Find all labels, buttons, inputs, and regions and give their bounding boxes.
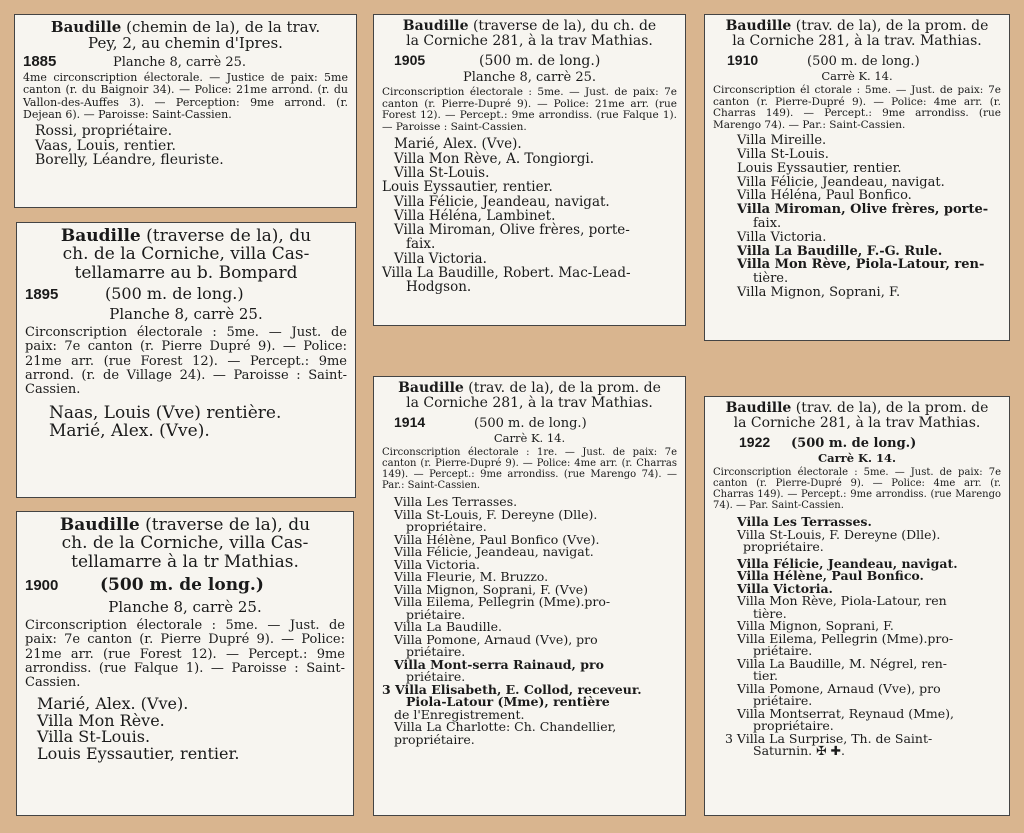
street-name: Baudille: [50, 18, 122, 36]
heading: [382, 381, 677, 396]
entry: Villa Eilema, Pellegrin (Mme).pro-: [737, 630, 954, 646]
year-label: 1922: [739, 434, 771, 451]
entry: Louis Eyssautier, rentier.: [37, 744, 240, 764]
circonscription: Circonscription électorale : 1re. — Just. de paix: 7e canton (r. Pierre-Dupré 9). — Police: 4me arr. (r. Charras 149). — Percept.: 9me arrondiss. (rue Marengo 74). — Par.: Saint-Cassien.: [382, 447, 677, 492]
entry: Villa Hélène, Paul Bonfico.: [737, 568, 924, 584]
entry: Villa La Baudille, F.-G. Rule.: [737, 243, 943, 259]
heading-text: (trav. de la), de la prom. de: [463, 380, 661, 396]
street-name: Baudille: [398, 380, 464, 396]
carre: Carrè K. 14.: [817, 451, 897, 466]
year-label: 1900: [25, 577, 59, 595]
entry: Villa Félicie, Jeandeau, navigat.: [394, 193, 610, 210]
entry: Villa Pomone, Arnaud (Vve), pro: [394, 631, 598, 647]
entry: de l'Enregistrement.: [394, 706, 525, 722]
entry: Borelly, Léandre, fleuriste.: [35, 152, 224, 169]
entry: Villa Mignon, Soprani, F.: [737, 618, 894, 634]
entry: Villa Mignon, Soprani, F. (Vve): [394, 581, 589, 597]
entry: priétaire.: [753, 693, 813, 709]
entry: Villa Félicie, Jeandeau, navigat.: [737, 174, 945, 190]
entry: Marié, Alex. (Vve).: [394, 136, 522, 153]
clipping-1900: [16, 511, 354, 816]
entry: Villa Mon Rève, A. Tongiorgi.: [394, 150, 594, 167]
length: (500 m. de long.): [105, 284, 244, 304]
entry: Villa Mon Rève.: [37, 710, 165, 730]
heading-line-2: Pey, 2, au chemin d'Ipres.: [88, 34, 283, 53]
circonscription: 4me circonscription électorale. — Justice de paix: 5me canton (r. du Baignoir 34). — Police: 21me arrond. (r. du Vallon-des-Auffes 3). — Perception: 9me arrond. (r. Dejean 6). — Paroisse: Saint-Cassien.: [23, 71, 348, 121]
clipping-1910: [704, 14, 1010, 341]
entry: Villa Victoria.: [737, 580, 833, 596]
heading-line-3: tellamarre au b. Bompard: [74, 262, 298, 283]
entry: priétaire.: [753, 643, 813, 659]
entry: propriétaire.: [753, 718, 834, 734]
entry: Villa Eilema, Pellegrin (Mme).pro-: [394, 594, 611, 610]
entry: Villa Victoria.: [394, 556, 480, 572]
entry: Villa Miroman, Olive frères, porte-: [737, 202, 989, 218]
heading-line-2: la Corniche 281, à la trav. Mathias.: [732, 33, 982, 50]
heading-text: (trav. de la), de la prom. de: [791, 18, 989, 34]
length: (500 m. de long.): [791, 436, 917, 452]
entry: propriétaire.: [743, 539, 824, 555]
heading-line-2: la Corniche 281, à la trav Mathias.: [406, 395, 653, 412]
entry: Villa Mont-serra Rainaud, pro: [394, 656, 604, 672]
carre: Carrè K. 14.: [821, 69, 893, 84]
heading-text: (trav. de la), de la prom. de: [791, 400, 989, 416]
entry: Villa Félicie, Jeandeau, navigat.: [737, 555, 958, 571]
year-label: 1905: [394, 52, 426, 69]
circonscription: Circonscription électorale : 5me. — Just. de paix: 7e canton (r. Pierre-Dupré 9). — Police: 4me arr. (r. Charras 149). — Percept.: 9me arrondiss. (rue Marengo 74). — Par. Saint-Cassien.: [713, 467, 1001, 512]
heading: [25, 516, 345, 534]
year-label: 1885: [23, 53, 57, 71]
year-label: 1910: [727, 52, 759, 69]
planche: Planche 8, carrè 25.: [113, 55, 247, 71]
clipping-1905: [373, 14, 686, 326]
entry: Piola-Latour (Mme), rentière: [406, 694, 610, 710]
entry: priétaire.: [406, 669, 466, 685]
street-name: Baudille: [725, 400, 792, 416]
entry: Villa St-Louis.: [37, 727, 151, 747]
heading-text: (traverse de la), du: [140, 226, 312, 246]
entry: 3 Villa Elisabeth, E. Collod, receveur.: [382, 681, 642, 697]
entry: Marié, Alex. (Vve).: [49, 420, 210, 441]
street-name: Baudille: [725, 18, 792, 34]
planche: Planche 8, carrè 25.: [108, 598, 262, 617]
entry: Villa La Baudille, M. Négrel, ren-: [737, 655, 948, 671]
heading-line-2: la Corniche 281, à la trav Mathias.: [733, 415, 981, 432]
entry: priétaire.: [406, 644, 466, 660]
entry: Hodgson.: [406, 279, 472, 296]
heading-line-2: la Corniche 281, à la trav Mathias.: [406, 33, 653, 50]
clipping-1895: [16, 222, 356, 498]
year-label: 1914: [394, 414, 426, 431]
entry: Villa St-Louis.: [394, 165, 490, 181]
street-name: Baudille: [60, 226, 141, 246]
entry: Villa Mireille.: [737, 133, 827, 149]
entry: Villa Héléna, Paul Bonfico.: [737, 188, 912, 204]
entry: Rossi, propriétaire.: [35, 122, 173, 139]
carre: Carrè K. 14.: [493, 431, 566, 446]
entry: Villa St-Louis.: [737, 147, 829, 163]
length: (500 m. de long.): [479, 53, 601, 70]
entry: Villa St-Louis, F. Dereyne (Dlle).: [737, 526, 941, 542]
entry: Villa Félicie, Jeandeau, navigat.: [394, 544, 594, 560]
entry: Villa Mignon, Soprani, F.: [737, 284, 901, 300]
clipping-1914: [373, 376, 686, 816]
heading-text: (traverse de la), du ch. de: [468, 18, 657, 34]
year-label: 1895: [25, 286, 59, 304]
length: (500 m. de long.): [474, 416, 587, 432]
entry: tière.: [753, 271, 789, 287]
entry: Villa St-Louis, F. Dereyne (Dlle).: [394, 506, 598, 522]
entry: Villa Victoria.: [737, 229, 827, 245]
heading: [23, 19, 348, 35]
entry: Villa Mon Rève, Piola-Latour, ren-: [737, 257, 985, 273]
entry: Villa Victoria.: [394, 250, 487, 267]
entry: Villa Mon Rève, Piola-Latour, ren: [737, 593, 947, 609]
entry: Villa La Baudille.: [394, 619, 503, 635]
clipping-1922: [704, 396, 1010, 816]
entry: propriétaire.: [394, 731, 475, 747]
street-name: Baudille: [59, 515, 140, 535]
circonscription: Circonscription él ctorale : 5me. — Just. de paix: 7e canton (r. Pierre-Dupré 9). — Police: 4me arr. (r. Charras 149). — Percept.: 9me arrondiss. (rue Marengo 74). — Par.: Saint-Cassien.: [713, 84, 1001, 131]
entry: 3 Villa La Surprise, Th. de Saint-: [725, 730, 933, 746]
heading: [713, 401, 1001, 416]
clipping-1885: [14, 14, 357, 208]
entry: Naas, Louis (Vve) rentière.: [49, 402, 282, 423]
street-name: Baudille: [402, 18, 469, 34]
heading: [382, 19, 677, 34]
entry: Marié, Alex. (Vve).: [37, 693, 189, 713]
entry: propriétaire.: [406, 519, 487, 535]
entry: Villa Pomone, Arnaud (Vve), pro: [737, 680, 941, 696]
entry: Villa Héléna, Lambinet.: [394, 207, 556, 224]
entry: Villa Montserrat, Reynaud (Mme),: [737, 705, 954, 721]
entry: Villa Miroman, Olive frères, porte-: [394, 222, 630, 239]
length: (500 m. de long.): [807, 54, 920, 70]
heading-text: (traverse de la), du: [139, 515, 311, 535]
heading: [713, 19, 1001, 34]
heading: [25, 227, 347, 245]
entry: Saturnin. ✠ ✚.: [753, 743, 846, 759]
entry: Villa La Baudille, Robert. Mac-Lead-: [382, 265, 631, 282]
entry: Vaas, Louis, rentier.: [35, 137, 176, 154]
circonscription: Circonscription électorale : 5me. — Just. de paix: 7e canton (r. Pierre Dupré 9). — Police: 21me arr. (rue Forest 12). — Percept.: 9me arrondiss. (rue Falque 1). — Paroisse : Saint-Cassien.: [25, 618, 345, 691]
entry: Villa Les Terrasses.: [737, 514, 872, 530]
entry: faix.: [753, 216, 782, 231]
heading-line-2: ch. de la Corniche, villa Cas-: [61, 533, 309, 554]
planche: Planche 8, carrè 25.: [109, 305, 263, 324]
entry: Villa Fleurie, M. Bruzzo.: [394, 569, 549, 585]
entry: faix.: [406, 236, 436, 253]
planche: Planche 8, carrè 25.: [462, 70, 596, 86]
heading-line-3: tellamarre à la tr Mathias.: [71, 551, 299, 572]
heading-line-2: ch. de la Corniche, villa Cas-: [62, 244, 310, 265]
length: (500 m. de long.): [100, 575, 264, 596]
entry: Louis Eyssautier, rentier.: [382, 179, 553, 196]
entry: Villa Hélène, Paul Bonfico (Vve).: [394, 531, 600, 547]
entry: Villa La Charlotte: Ch. Chandellier,: [394, 719, 617, 735]
heading-text: (chemin de la), de la trav.: [121, 18, 321, 36]
circonscription: Circonscription électorale : 5me. — Just. de paix: 7e canton (r. Pierre-Dupré 9). — Police: 21me arr. (rue Forest 12). — Percept.: 9me arrondiss. (rue Falque 1). — Paroisse : Saint-Cassien.: [382, 86, 677, 133]
entry: priétaire.: [406, 606, 466, 622]
entry: Villa Les Terrasses.: [394, 494, 518, 510]
circonscription: Circonscription électorale : 5me. — Just. de paix: 7e canton (r. Pierre Dupré 9). — Police: 21me arr. (rue Forest 12). — Percept.: 9me arrond. (r. de Village 24). — Paroisse : Saint-Cassien.: [25, 325, 347, 398]
entry: Louis Eyssautier, rentier.: [737, 160, 902, 176]
entry: tier.: [753, 668, 778, 684]
entry: tière.: [753, 605, 787, 621]
